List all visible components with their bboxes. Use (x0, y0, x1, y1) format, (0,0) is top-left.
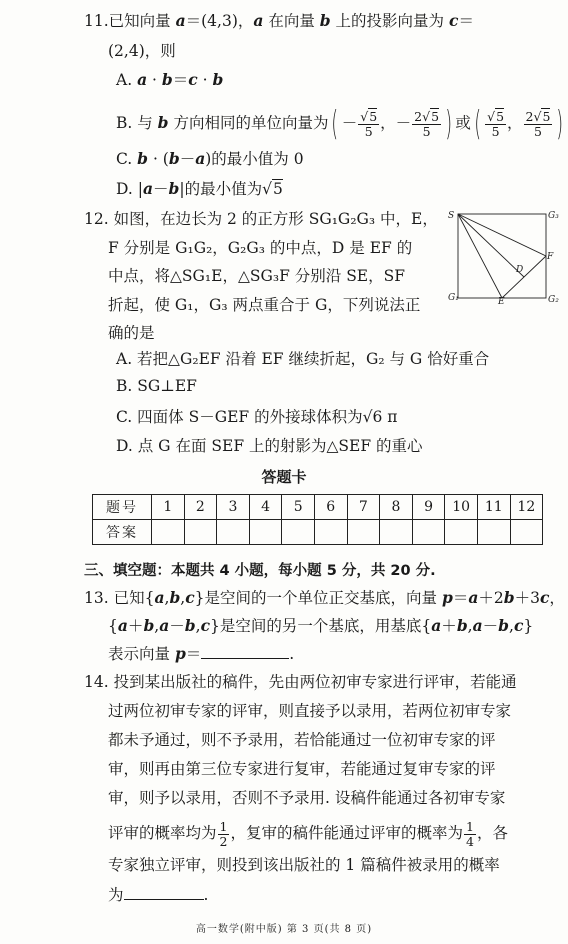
label-g3: G₃ (548, 211, 559, 221)
q14-line1: 14. 投到某出版社的稿件，先由两位初审专家进行评审，若能通 (84, 673, 517, 691)
answer-cell[interactable] (347, 520, 380, 545)
answer-cell[interactable] (314, 520, 347, 545)
question-number: 7 (347, 495, 380, 520)
question-number: 3 (217, 495, 250, 520)
q12-line4: 折起，使 G₁，G₃ 两点重合于 G，下列说法正 (108, 296, 421, 314)
answer-cell[interactable] (152, 520, 185, 545)
label-d: D (516, 265, 524, 275)
question-number: 8 (380, 495, 413, 520)
q11-option-d: D. |a－b|的最小值为√5 (116, 179, 283, 198)
label-g2: G₂ (548, 295, 559, 305)
q13-line1: 13. 已知{a,b,c}是空间的一个单位正交基底，向量 p＝a＋2b＋3c， (84, 588, 565, 607)
q12-option-a: A. 若把△G₂EF 沿着 EF 继续折起，G₂ 与 G 恰好重合 (116, 350, 490, 368)
question-number: 4 (249, 495, 282, 520)
answer-cell[interactable] (412, 520, 445, 545)
answer-card-title: 答题卡 (261, 468, 307, 486)
square-fold-figure (446, 208, 559, 307)
question-number: 1 (152, 495, 185, 520)
q11-option-c: C. b · (b－a)的最小值为 0 (116, 149, 304, 168)
q13-line3: 表示向量 p＝ . (108, 644, 295, 663)
answer-cell[interactable] (249, 520, 282, 545)
section-heading: 三、填空题：本题共 4 小题，每小题 5 分，共 20 分. (84, 563, 436, 579)
question-number: 5 (282, 495, 315, 520)
q12-line1: 12. 如图，在边长为 2 的正方形 SG₁G₂G₃ 中，E， (84, 210, 438, 228)
q12-line3: 中点，将△SG₁E，△SG₃F 分别沿 SE，SF (108, 267, 405, 285)
q14-line2: 过两位初审专家的评审，则直接予以录用，若两位初审专家 (108, 702, 512, 720)
q13-line2: {a＋b,a－b,c}是空间的另一个基底，用基底{a＋b,a－b,c} (108, 616, 534, 635)
label-s: S (448, 211, 455, 221)
page-footer: 高一数学(附中版) 第 3 页(共 8 页) (195, 924, 373, 935)
answer-cell[interactable] (184, 520, 217, 545)
answer-cell[interactable] (477, 520, 510, 545)
q11-line2: (2,4)，则 (108, 42, 176, 60)
q14-line6: 评审的概率均为 $\frac{1}{2}$ ，复审的稿件能通过评审的概率为 $\frac{1}{4}$ ，各 (108, 818, 508, 849)
q11-option-a: A. a · b＝c · b (116, 70, 224, 89)
q11-option-b: B. 与 b 方向相同的单位向量为( － $\frac{√5}{5}$ ，－ $\frac{2√5}{5}$ ) 或( $\frac{√5}{5}$ ， $\frac{2√5}{5}$ ) (116, 104, 564, 144)
answer-cell[interactable] (282, 520, 315, 545)
question-number: 2 (184, 495, 217, 520)
answer-card-table (92, 494, 543, 545)
question-number: 6 (314, 495, 347, 520)
q14-line4: 审，则再由第三位专家进行复审，若能通过复审专家的评 (108, 760, 496, 778)
answer-card-answer-row (93, 520, 543, 545)
q13-answer-blank[interactable] (201, 658, 289, 659)
q12-line5: 确的是 (108, 324, 155, 342)
q12-option-c: C. 四面体 S－GEF 的外接球体积为√6 π (116, 408, 398, 426)
answer-cell[interactable] (217, 520, 250, 545)
header-question-number: 题号 (93, 495, 152, 520)
label-e: E (498, 297, 505, 307)
question-number: 11 (477, 495, 510, 520)
question-number: 10 (445, 495, 478, 520)
answer-card-number-row (93, 495, 543, 520)
q12-line2: F 分别是 G₁G₂，G₂G₃ 的中点，D 是 EF 的 (108, 239, 413, 257)
q14-line8: 为 . (108, 886, 209, 904)
q12-option-b: B. SG⊥EF (116, 377, 197, 395)
answer-cell[interactable] (445, 520, 478, 545)
q14-answer-blank[interactable] (124, 899, 204, 900)
q12-option-d: D. 点 G 在面 SEF 上的射影为△SEF 的重心 (116, 437, 423, 455)
answer-cell[interactable] (380, 520, 413, 545)
q14-line5: 审，则予以录用，否则不予录用. 设稿件能通过各初审专家 (108, 789, 506, 807)
q14-line7: 专家独立评审，则投到该出版社的 1 篇稿件被录用的概率 (108, 856, 500, 874)
question-number: 9 (412, 495, 445, 520)
question-number: 12 (510, 495, 543, 520)
label-f: F (547, 252, 554, 262)
header-answer: 答案 (93, 520, 152, 545)
q11-line1: 11.已知向量 a＝(4,3)，a 在向量 b 上的投影向量为 c＝ (84, 11, 474, 30)
label-g1: G₁ (448, 293, 459, 303)
q14-line3: 都未予通过，则不予录用，若恰能通过一位初审专家的评 (108, 731, 496, 749)
answer-cell[interactable] (510, 520, 543, 545)
